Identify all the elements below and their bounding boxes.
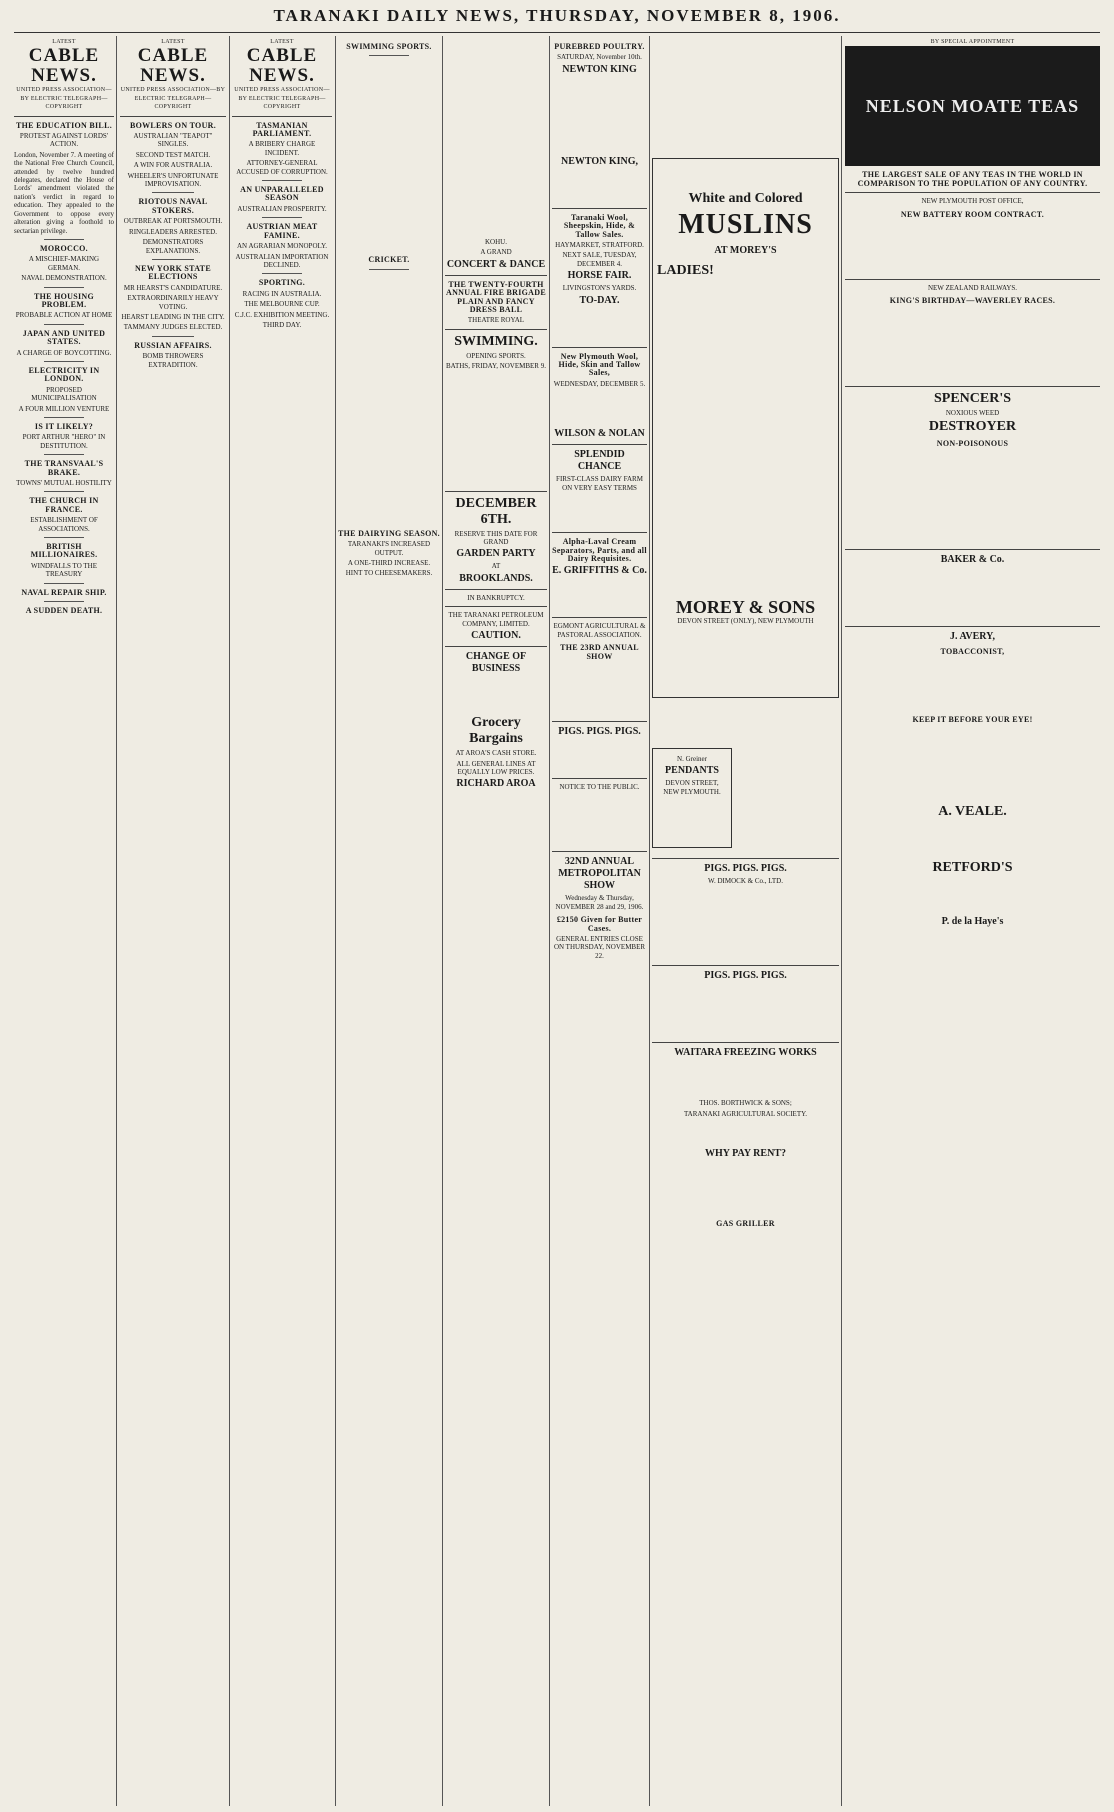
headline: JAPAN AND UNITED STATES. xyxy=(22,328,106,347)
subheadline: HEARST LEADING IN THE CITY. xyxy=(121,312,225,321)
article-text: London, November 7. A meeting of the National Free Church Council, attended by twelve hundred delegates, declared the House of Lords' amendment violated the nation's verdict in regard to education. They appealed to the Government to oppose every alteration giving a foothold to sectarian privilege. xyxy=(14,150,114,235)
subheadline: A MISCHIEF-MAKING GERMAN. xyxy=(28,255,100,272)
subheadline: A WIN FOR AUSTRALIA. xyxy=(133,161,213,170)
headline: SPORTING. xyxy=(258,278,306,288)
column-rule xyxy=(841,36,842,1806)
subheadline: PORT ARTHUR "HERO" IN DESTITUTION. xyxy=(22,433,106,450)
brand-name: NELSON MOATE TEAS xyxy=(865,96,1080,117)
cable-news-title: CABLE NEWS. xyxy=(28,45,100,87)
headline: THE HOUSING PROBLEM. xyxy=(34,291,94,309)
subheadline: NAVAL DEMONSTRATION. xyxy=(21,274,107,283)
headline: THE CHURCH IN FRANCE. xyxy=(29,496,99,514)
show-dates: Wednesday & Thursday, NOVEMBER 28 and 29, 1906. xyxy=(555,894,644,911)
cable-credit: UNITED PRESS ASSOCIATION—BY ELECTRIC TELEGRAPH—COPYRIGHT xyxy=(234,87,330,111)
headline: AUSTRIAN MEAT FAMINE. xyxy=(246,222,318,240)
haymarket: HAYMARKET, STRATFORD. xyxy=(555,241,644,250)
subheadline: AUSTRALIAN "TEAPOT" SINGLES. xyxy=(133,132,213,149)
notice-place: KOHU. xyxy=(485,238,507,246)
borthwick: THOS. BORTHWICK & SONS; xyxy=(699,1099,792,1108)
brooklands: BROOKLANDS. xyxy=(459,572,533,584)
column-rule xyxy=(116,36,117,1806)
arcade: AT AROA'S CASH STORE. xyxy=(455,749,537,758)
headline: CRICKET. xyxy=(368,255,410,265)
column-rule xyxy=(442,36,443,1806)
subheadline: SECOND TEST MATCH. xyxy=(135,150,211,159)
spencers: SPENCER'S xyxy=(933,390,1012,406)
subheadline: AUSTRALIAN PROSPERITY. xyxy=(237,204,327,213)
dairy-farm: FIRST-CLASS DAIRY FARM ON VERY EASY TERMS xyxy=(556,475,643,492)
latest-label: LATEST xyxy=(52,39,76,45)
column-rule xyxy=(649,36,650,1806)
subheadline: THE MELBOURNE CUP. xyxy=(244,300,320,309)
grocery-bargains: Grocery Bargains xyxy=(469,715,523,747)
headline: A SUDDEN DEATH. xyxy=(25,606,103,616)
change-of-business: CHANGE OF BUSINESS xyxy=(465,651,527,675)
subheadline: PROTEST AGAINST LORDS' ACTION. xyxy=(19,132,109,149)
masthead-rule xyxy=(14,32,1100,33)
pigs-heading: PIGS. PIGS. PIGS. xyxy=(704,863,787,874)
subheadline: C.J.C. EXHIBITION MEETING. xyxy=(234,310,330,319)
subheadline: A CHARGE OF BOYCOTTING. xyxy=(16,348,112,357)
subheadline: A BRIBERY CHARGE INCIDENT. xyxy=(248,140,316,157)
butter-prize: £2150 Given for Butter Cases. xyxy=(556,915,643,933)
subheadline: EXTRAORDINARILY HEAVY VOTING. xyxy=(127,294,219,311)
battery-contract: NEW BATTERY ROOM CONTRACT. xyxy=(900,209,1045,219)
column-sports xyxy=(338,38,440,1804)
poultry-date: SATURDAY, November 10th. xyxy=(557,53,642,62)
column-rule xyxy=(335,36,336,1806)
subheadline: A ONE-THIRD INCREASE. xyxy=(347,559,431,568)
subheadline: RINGLEADERS ARRESTED. xyxy=(129,227,217,236)
special-appointment: BY SPECIAL APPOINTMENT xyxy=(930,39,1015,45)
column-cable-news-2 xyxy=(120,38,226,1804)
column-cable-news-1 xyxy=(14,38,114,1804)
column-adverts-1 xyxy=(652,38,839,1804)
column-adverts-2 xyxy=(845,38,1100,1804)
subheadline: AN AGRARIAN MONOPOLY. xyxy=(237,242,327,251)
column-rule xyxy=(549,36,550,1806)
wool-date: WEDNESDAY, DECEMBER 5. xyxy=(553,379,646,388)
headline: TASMANIAN PARLIAMENT. xyxy=(252,120,312,139)
subheadline: BOMB THROWERS EXTRADITION. xyxy=(142,352,204,369)
auctioneer: NEWTON KING, xyxy=(560,155,639,167)
greiner-name: N. Greiner xyxy=(677,755,707,763)
morey-address: DEVON STREET (ONLY), NEW PLYMOUTH xyxy=(677,617,814,625)
tea-logo-image xyxy=(845,46,1100,166)
subheadline: WHEELER'S UNFORTUNATE IMPROVISATION. xyxy=(127,171,219,189)
avery: J. AVERY, xyxy=(950,630,995,642)
subheadline: AUSTRALIAN IMPORTATION DECLINED. xyxy=(235,252,329,269)
headline: RUSSIAN AFFAIRS. xyxy=(134,340,212,350)
ladies-heading: LADIES! xyxy=(657,263,714,278)
railways: NEW ZEALAND RAILWAYS. xyxy=(927,284,1018,293)
headline: SWIMMING SPORTS. xyxy=(346,42,432,51)
cable-news-title: CABLE NEWS. xyxy=(246,45,318,87)
egmont: EGMONT AGRICULTURAL & PASTORAL ASSOCIATION. xyxy=(553,622,646,639)
headline: IS IT LIKELY? xyxy=(34,422,94,431)
column-rule xyxy=(229,36,230,1806)
pigs-heading: PIGS. PIGS. PIGS. xyxy=(558,725,641,737)
destroyer: DESTROYER xyxy=(928,419,1017,435)
entries-close: GENERAL ENTRIES CLOSE ON THURSDAY, NOVEMBER 22. xyxy=(553,934,646,960)
dimock: W. DIMOCK & Co., LTD. xyxy=(708,877,783,885)
tobacconist: TOBACCONIST, xyxy=(940,646,1005,656)
headline: NAVAL REPAIR SHIP. xyxy=(21,587,107,597)
muslins-heading: MUSLINS xyxy=(678,209,813,240)
post-office: NEW PLYMOUTH POST OFFICE, xyxy=(921,197,1024,206)
noxious-weed: NOXIOUS WEED xyxy=(945,408,1000,417)
subheadline: ESTABLISHMENT OF ASSOCIATIONS. xyxy=(30,516,98,533)
subheadline: THIRD DAY. xyxy=(262,320,302,329)
headline: NEW YORK STATE ELECTIONS xyxy=(135,263,211,282)
general-lines: ALL GENERAL LINES AT EQUALLY LOW PRICES. xyxy=(456,759,536,776)
headline: RIOTOUS NAVAL STOKERS. xyxy=(138,197,208,215)
headline: MOROCCO. xyxy=(40,243,88,253)
subheadline: TAMMANY JUDGES ELECTED. xyxy=(123,323,223,332)
subheadline: WINDFALLS TO THE TREASURY xyxy=(31,561,97,579)
subheadline: ATTORNEY-GENERAL ACCUSED OF CORRUPTION. xyxy=(236,159,328,176)
latest-label: LATEST xyxy=(161,39,185,45)
yards: LIVINGSTON'S YARDS. xyxy=(562,284,637,293)
at-label: AT xyxy=(491,562,501,571)
notice-label: A GRAND xyxy=(480,248,512,257)
column-cable-news-3 xyxy=(232,38,332,1804)
gas-griller: GAS GRILLER xyxy=(716,1219,775,1229)
swimming-date: BATHS, FRIDAY, NOVEMBER 9. xyxy=(446,362,546,371)
cable-news-title: CABLE NEWS. xyxy=(137,45,209,87)
headline: THE EDUCATION BILL. xyxy=(15,120,113,130)
muslins-prelude: White and Colored xyxy=(688,191,803,206)
headline: ELECTRICITY IN LONDON. xyxy=(28,365,100,384)
headline: AN UNPARALLELED SEASON xyxy=(240,185,324,203)
today: TO-DAY. xyxy=(579,294,620,306)
keep-it: KEEP IT BEFORE YOUR EYE! xyxy=(912,715,1033,725)
latest-label: LATEST xyxy=(270,39,294,45)
baker: BAKER & Co. xyxy=(940,553,1005,565)
splendid-chance: SPLENDID CHANCE xyxy=(574,449,625,473)
morey-sons: MOREY & SONS xyxy=(675,597,816,617)
garden-party-date: DECEMBER 6TH. xyxy=(455,495,537,527)
pigs-heading: PIGS. PIGS. PIGS. xyxy=(704,970,787,982)
cable-credit: UNITED PRESS ASSOCIATION—BY ELECTRIC TELEGRAPH—COPYRIGHT xyxy=(16,87,112,111)
subheadline: PROBABLE ACTION AT HOME xyxy=(15,311,113,320)
concert-heading: CONCERT & DANCE xyxy=(446,258,546,270)
at-moreys: AT MOREY'S xyxy=(714,245,777,256)
cable-credit: UNITED PRESS ASSOCIATION—BY ELECTRIC TELEGRAPH—COPYRIGHT xyxy=(120,87,226,111)
waverley-races: KING'S BIRTHDAY—WAVERLEY RACES. xyxy=(889,296,1056,306)
column-notices-1 xyxy=(445,38,547,1804)
subheadline: PROPOSED MUNICIPALISATION xyxy=(31,385,97,403)
next-sale: NEXT SALE, TUESDAY, DECEMBER 4. xyxy=(562,251,637,268)
veale: A. VEALE. xyxy=(938,804,1007,820)
swimming-subheading: OPENING SPORTS. xyxy=(466,351,526,360)
swimming-heading: SWIMMING. xyxy=(454,333,538,349)
headline: THE TRANSVAAL'S BRAKE. xyxy=(24,459,104,477)
caution: CAUTION. xyxy=(471,630,521,642)
tea-slogan: THE LARGEST SALE OF ANY TEAS IN THE WORLD IN COMPARISON TO THE POPULATION OF ANY COUNTRY. xyxy=(857,170,1088,188)
wilson-nolan: WILSON & NOLAN xyxy=(554,428,645,440)
richard-aroa: RICHARD AROA xyxy=(456,778,536,790)
de-la-haye: P. de la Haye's xyxy=(941,916,1004,928)
horse-fair: HORSE FAIR. xyxy=(567,270,632,282)
pay-rent: WHY PAY RENT? xyxy=(705,1148,786,1160)
subheadline: TOWNS' MUTUAL HOSTILITY xyxy=(16,479,112,488)
greiner-advert xyxy=(652,748,732,848)
taranaki-society: TARANAKI AGRICULTURAL SOCIETY. xyxy=(683,1109,808,1118)
subheadline: RACING IN AUSTRALIA. xyxy=(242,289,322,298)
column-notices-2 xyxy=(552,38,647,1804)
waitara-heading: WAITARA FREEZING WORKS xyxy=(674,1047,817,1059)
subheadline: TARANAKI'S INCREASED OUTPUT. xyxy=(347,540,431,557)
metropolitan-show: 32ND ANNUAL METROPOLITAN SHOW xyxy=(558,856,641,892)
auctioneer: NEWTON KING xyxy=(562,63,637,75)
masthead: TARANAKI DAILY NEWS, THURSDAY, NOVEMBER 8, 1906. xyxy=(273,6,841,25)
petroleum-company: THE TARANAKI PETROLEUM COMPANY, LIMITED. xyxy=(448,611,544,628)
subheadline: HINT TO CHEESEMAKERS. xyxy=(345,569,433,578)
griffiths: E. GRIFFITHS & Co. xyxy=(552,565,647,577)
venue: THEATRE ROYAL xyxy=(467,316,525,325)
subheadline: OUTBREAK AT PORTSMOUTH. xyxy=(123,217,223,226)
non-poisonous: NON-POISONOUS xyxy=(936,439,1009,449)
subheadline: MR HEARST'S CANDIDATURE. xyxy=(123,283,223,292)
moreys-advert xyxy=(652,158,839,698)
notice-public: NOTICE TO THE PUBLIC. xyxy=(559,782,640,791)
headline: THE DAIRYING SEASON. xyxy=(338,528,440,538)
reserve-date: RESERVE THIS DATE FOR GRAND xyxy=(454,529,538,547)
greiner-address: DEVON STREET, NEW PLYMOUTH. xyxy=(663,779,721,796)
np-wool-sales: New Plymouth Wool, Hide, Skin and Tallow Sales, xyxy=(558,351,641,378)
pendants: PENDANTS xyxy=(665,765,719,777)
garden-party: GARDEN PARTY xyxy=(456,548,536,560)
wool-sales: Taranaki Wool, Sheepskin, Hide, & Tallow Sales. xyxy=(563,212,636,239)
subheadline: DEMONSTRATORS EXPLANATIONS. xyxy=(142,238,204,255)
retfords: RETFORD'S xyxy=(932,860,1013,876)
poultry: PUREBRED POULTRY. xyxy=(554,42,645,51)
annual-show: THE 23RD ANNUAL SHOW xyxy=(560,643,639,661)
alpha-laval: Alpha-Laval Cream Separators, Parts, and all Dairy Requisites. xyxy=(552,537,647,563)
subheadline: A FOUR MILLION VENTURE xyxy=(18,404,110,413)
ball-heading: THE TWENTY-FOURTH ANNUAL FIRE BRIGADE PLAIN AND FANCY DRESS BALL xyxy=(446,279,546,315)
headline: BOWLERS ON TOUR. xyxy=(129,120,217,130)
headline: BRITISH MILLIONAIRES. xyxy=(30,542,98,560)
bankruptcy: IN BANKRUPTCY. xyxy=(467,593,525,602)
